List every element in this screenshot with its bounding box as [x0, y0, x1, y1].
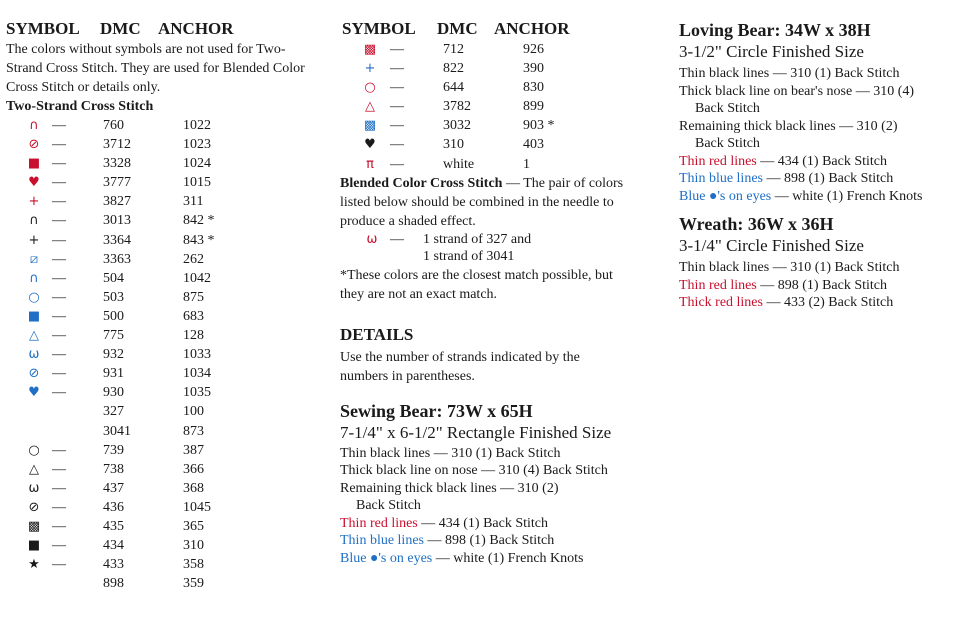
symbol-header: SYMBOL	[6, 19, 80, 38]
dmc-value: 3032	[443, 118, 471, 134]
table-header-2	[340, 19, 660, 39]
anchor-value: 403	[523, 137, 544, 153]
wreath-line-3	[679, 294, 958, 312]
dash: —	[390, 61, 404, 77]
line-text: — 433 (2) Back Stitch	[762, 295, 894, 310]
blue-triangle-icon: △	[29, 328, 39, 344]
dash: —	[52, 308, 66, 324]
loving-line-4	[679, 153, 958, 171]
dmc-header: DMC	[100, 19, 141, 38]
blue-label: Blue ●'s on eyes	[340, 550, 433, 566]
anchor-value: 1042	[183, 270, 211, 286]
anchor-value: 359	[183, 576, 204, 592]
dmc-value: 503	[103, 289, 124, 305]
dmc-header-2: DMC	[437, 19, 478, 38]
wreath-line-1: Thin black lines — 310 (1) Back Stitch	[679, 260, 900, 275]
anchor-value: 903 *	[523, 118, 555, 134]
dash: —	[52, 385, 66, 401]
blend-line-1	[340, 231, 660, 248]
loving-bear-title: Loving Bear: 34W x 38H	[679, 20, 871, 40]
patterns-column	[679, 0, 958, 312]
anchor-header: ANCHOR	[158, 19, 234, 38]
anchor-value: 842 *	[183, 213, 215, 229]
line-text: — white (1) French Knots	[771, 188, 923, 204]
color-key-row	[6, 231, 326, 250]
black-heart-icon: ♥	[364, 137, 376, 153]
two-strand-title: Two-Strand Cross Stitch	[6, 99, 154, 114]
line-text: — 898 (1) Back Stitch	[424, 533, 555, 549]
dmc-value: 3041	[103, 423, 131, 439]
dash: —	[390, 42, 404, 57]
dmc-value: 3777	[103, 175, 131, 191]
dash: —	[390, 99, 404, 115]
anchor-value: 843 *	[183, 232, 215, 248]
color-key-row	[6, 383, 326, 402]
dash: —	[52, 347, 66, 363]
dmc-value: 437	[103, 480, 124, 496]
anchor-value: 366	[183, 461, 204, 477]
loving-bear-subtitle: 3-1/2" Circle Finished Size	[679, 42, 864, 61]
color-key-row	[6, 402, 326, 421]
dmc-value: 644	[443, 80, 464, 96]
anchor-value: 310	[183, 538, 204, 554]
anchor-value: 1024	[183, 156, 211, 172]
dmc-value: 738	[103, 461, 124, 477]
dmc-value: white	[443, 156, 475, 172]
color-key-row	[340, 135, 660, 154]
dash: —	[52, 289, 66, 305]
color-key-row	[6, 517, 326, 536]
anchor-value: 311	[183, 194, 204, 210]
color-key-row	[340, 78, 660, 97]
color-key-row	[6, 422, 326, 441]
dash: —	[52, 557, 66, 573]
anchor-value: 1023	[183, 137, 211, 153]
dash: —	[52, 538, 66, 554]
dash: —	[52, 118, 66, 133]
red-bridge-icon: ∩	[29, 118, 39, 133]
dash: —	[52, 442, 66, 458]
red-plus-icon: +	[28, 194, 40, 210]
anchor-value: 365	[183, 518, 204, 534]
line-text: — 898 (1) Back Stitch	[763, 171, 894, 186]
dash: —	[390, 231, 404, 247]
details-title: DETAILS	[340, 324, 414, 344]
sewing-line-5	[340, 532, 660, 550]
color-key-column-1	[6, 0, 326, 593]
dash: —	[52, 366, 66, 382]
sewing-line-2: Thick black line on nose — 310 (4) Back Stitch	[340, 463, 608, 479]
table-header	[6, 19, 326, 39]
sewing-bear-title: Sewing Bear: 73W x 65H	[340, 400, 533, 421]
blended-title: Blended Color Cross Stitch	[340, 175, 503, 191]
black-checker-icon: ▩	[27, 518, 41, 534]
color-key-row	[6, 574, 326, 593]
red-heart-icon: ♥	[28, 175, 40, 191]
blue-paperclip-icon: ⊘	[28, 366, 40, 382]
loving-line-6	[679, 188, 958, 206]
black-plus-icon: +	[28, 232, 40, 248]
anchor-value: 368	[183, 480, 204, 496]
blue-label: Thin blue lines	[340, 533, 424, 549]
dash: —	[52, 480, 66, 496]
anchor-value: 1035	[183, 385, 211, 401]
color-key-row	[340, 40, 660, 59]
loving-line-2: Thick black line on bear's nose — 310 (4)	[679, 83, 915, 99]
footnote: *These colors are the closest match possible, but they are not an exact match.	[340, 267, 613, 302]
color-key-column-2	[340, 0, 660, 567]
symbol-header-2: SYMBOL	[342, 19, 416, 38]
red-label: Thick red lines	[679, 295, 763, 310]
anchor-value: 1045	[183, 499, 211, 515]
color-key-row	[6, 498, 326, 517]
dmc-value: 898	[103, 576, 124, 592]
dash: —	[390, 137, 404, 153]
loving-line-1: Thin black lines — 310 (1) Back Stitch	[679, 66, 900, 81]
dmc-value: 435	[103, 518, 124, 534]
dmc-value: 3363	[103, 251, 131, 267]
intro-paragraph: The colors without symbols are not used for Two-Strand Cross Stitch. They are used for Blended Color Cross Stitch or details only.	[6, 42, 305, 95]
dash: —	[390, 156, 404, 172]
red-circle-icon: ○	[364, 80, 376, 96]
color-key-row	[6, 116, 326, 135]
anchor-value: 830	[523, 80, 544, 96]
anchor-value: 128	[183, 328, 204, 344]
dmc-value: 931	[103, 366, 124, 382]
anchor-value: 358	[183, 557, 204, 573]
anchor-value: 873	[183, 423, 204, 439]
red-label: Thin red lines	[679, 277, 757, 293]
color-key-row	[6, 269, 326, 288]
color-key-row	[6, 307, 326, 326]
sewing-line-6	[340, 550, 660, 568]
color-key-row	[6, 154, 326, 173]
line-text: — 898 (1) Back Stitch	[756, 277, 888, 293]
dmc-value: 504	[103, 270, 124, 286]
red-omega-icon: ω	[366, 231, 378, 247]
dmc-value: 3782	[443, 99, 471, 115]
dash: —	[390, 118, 404, 134]
anchor-header-2: ANCHOR	[494, 19, 570, 38]
color-key-row	[340, 59, 660, 78]
dmc-value: 3827	[103, 194, 131, 210]
color-key-row	[6, 555, 326, 574]
dmc-value: 434	[103, 538, 124, 554]
red-square-icon: ■	[27, 156, 41, 172]
dash: —	[52, 461, 66, 477]
sewing-line-1: Thin black lines — 310 (1) Back Stitch	[340, 445, 561, 461]
color-key-row	[6, 536, 326, 555]
color-key-row	[6, 211, 326, 230]
dash: —	[52, 499, 66, 515]
dmc-value: 3328	[103, 156, 131, 172]
wreath-subtitle: 3-1/4" Circle Finished Size	[679, 236, 864, 255]
anchor-value: 100	[183, 404, 204, 420]
dash: —	[52, 175, 66, 191]
dash: —	[52, 156, 66, 172]
dash: —	[52, 137, 66, 153]
color-key-row	[6, 288, 326, 307]
color-key-row	[340, 97, 660, 116]
color-key-row	[340, 155, 660, 174]
dmc-value: 433	[103, 557, 124, 573]
blue-checker-icon: ▩	[363, 118, 377, 134]
red-paperclip-icon: ⊘	[28, 137, 40, 153]
dmc-value: 712	[443, 42, 464, 57]
black-star-icon: ★	[28, 557, 40, 573]
blue-square-icon: ■	[27, 308, 41, 324]
blend-line-2	[340, 248, 660, 265]
dmc-value: 327	[103, 404, 124, 420]
anchor-value: 1033	[183, 347, 211, 363]
color-key-list-1	[6, 116, 326, 593]
dmc-value: 930	[103, 385, 124, 401]
color-key-row	[6, 326, 326, 345]
dash: —	[52, 213, 66, 229]
sewing-line-3: Remaining thick black lines — 310 (2)	[340, 480, 559, 496]
blue-plus-icon: +	[364, 61, 376, 77]
blended-text: — The pair of colors listed below should be combined in the needle to produce a shaded effect.	[340, 175, 624, 229]
dash: —	[52, 270, 66, 286]
color-key-row	[6, 479, 326, 498]
anchor-value: 683	[183, 308, 204, 324]
black-square-icon: ■	[27, 538, 41, 554]
red-pi-icon: π	[366, 156, 374, 172]
color-key-row	[6, 192, 326, 211]
anchor-value: 387	[183, 442, 204, 458]
red-checker-icon: ▩	[363, 42, 377, 57]
blend-line-2-text: 1 strand of 3041	[423, 248, 515, 264]
dmc-value: 739	[103, 442, 124, 458]
line-text: — white (1) French Knots	[432, 550, 584, 566]
anchor-value: 1015	[183, 175, 211, 191]
black-triangle-icon: △	[29, 461, 39, 477]
black-circle-icon: ○	[28, 442, 40, 458]
red-label: Thin red lines	[340, 515, 418, 531]
sewing-bear-subtitle: 7-1/4" x 6-1/2" Rectangle Finished Size	[340, 422, 612, 442]
black-bridge-icon: ∩	[29, 213, 39, 229]
anchor-value: 926	[523, 42, 544, 57]
blue-label: Blue ●'s on eyes	[679, 188, 772, 204]
dmc-value: 822	[443, 61, 464, 77]
dmc-value: 500	[103, 308, 124, 324]
loving-line-3b: Back Stitch	[695, 136, 760, 151]
anchor-value: 875	[183, 289, 204, 305]
loving-line-2b: Back Stitch	[695, 101, 760, 116]
dash: —	[52, 194, 66, 210]
sewing-line-3b: Back Stitch	[356, 498, 421, 514]
loving-line-3: Remaining thick black lines — 310 (2)	[679, 118, 898, 134]
blue-bridge-icon: ∩	[29, 270, 39, 286]
black-paperclip-icon: ⊘	[28, 499, 40, 515]
line-text: — 434 (1) Back Stitch	[417, 515, 549, 531]
dmc-value: 775	[103, 328, 124, 344]
color-key-row	[6, 460, 326, 479]
anchor-value: 899	[523, 99, 544, 115]
color-key-row	[6, 364, 326, 383]
blue-heart-icon: ♥	[28, 385, 40, 401]
color-key-row	[6, 173, 326, 192]
red-triangle-icon: △	[365, 99, 375, 115]
dash: —	[52, 232, 66, 248]
details-text: Use the number of strands indicated by the numbers in parentheses.	[340, 349, 580, 384]
line-text: — 434 (1) Back Stitch	[756, 153, 888, 169]
anchor-value: 262	[183, 251, 204, 267]
anchor-value: 1022	[183, 118, 211, 133]
blended-paragraph	[340, 174, 640, 231]
color-key-row	[6, 135, 326, 154]
dmc-value: 932	[103, 347, 124, 363]
color-key-row	[6, 441, 326, 460]
dmc-value: 310	[443, 137, 464, 153]
anchor-value: 390	[523, 61, 544, 77]
color-key-row	[6, 345, 326, 364]
wreath-line-2	[679, 277, 958, 295]
dmc-value: 3013	[103, 213, 131, 229]
blue-slashed-square-icon: ⧄	[29, 251, 39, 267]
red-label: Thin red lines	[679, 153, 757, 169]
sewing-line-4	[340, 515, 660, 533]
blend-line-1-text: 1 strand of 327 and	[423, 231, 532, 247]
loving-line-5	[679, 170, 958, 188]
black-omega-icon: ω	[28, 480, 40, 496]
color-key-row	[6, 250, 326, 269]
anchor-value: 1	[523, 156, 530, 172]
dmc-value: 760	[103, 118, 124, 133]
anchor-value: 1034	[183, 366, 211, 382]
dmc-value: 3712	[103, 137, 131, 153]
dash: —	[390, 80, 404, 96]
color-key-row	[340, 116, 660, 135]
dmc-value: 436	[103, 499, 124, 515]
wreath-title: Wreath: 36W x 36H	[679, 214, 834, 234]
blue-circle-icon: ○	[28, 289, 40, 305]
dash: —	[52, 251, 66, 267]
dmc-value: 3364	[103, 232, 131, 248]
dash: —	[52, 518, 66, 534]
blue-label: Thin blue lines	[679, 171, 763, 186]
dash: —	[52, 328, 66, 344]
color-key-list-2	[340, 40, 660, 174]
blue-omega-icon: ω	[28, 347, 40, 363]
